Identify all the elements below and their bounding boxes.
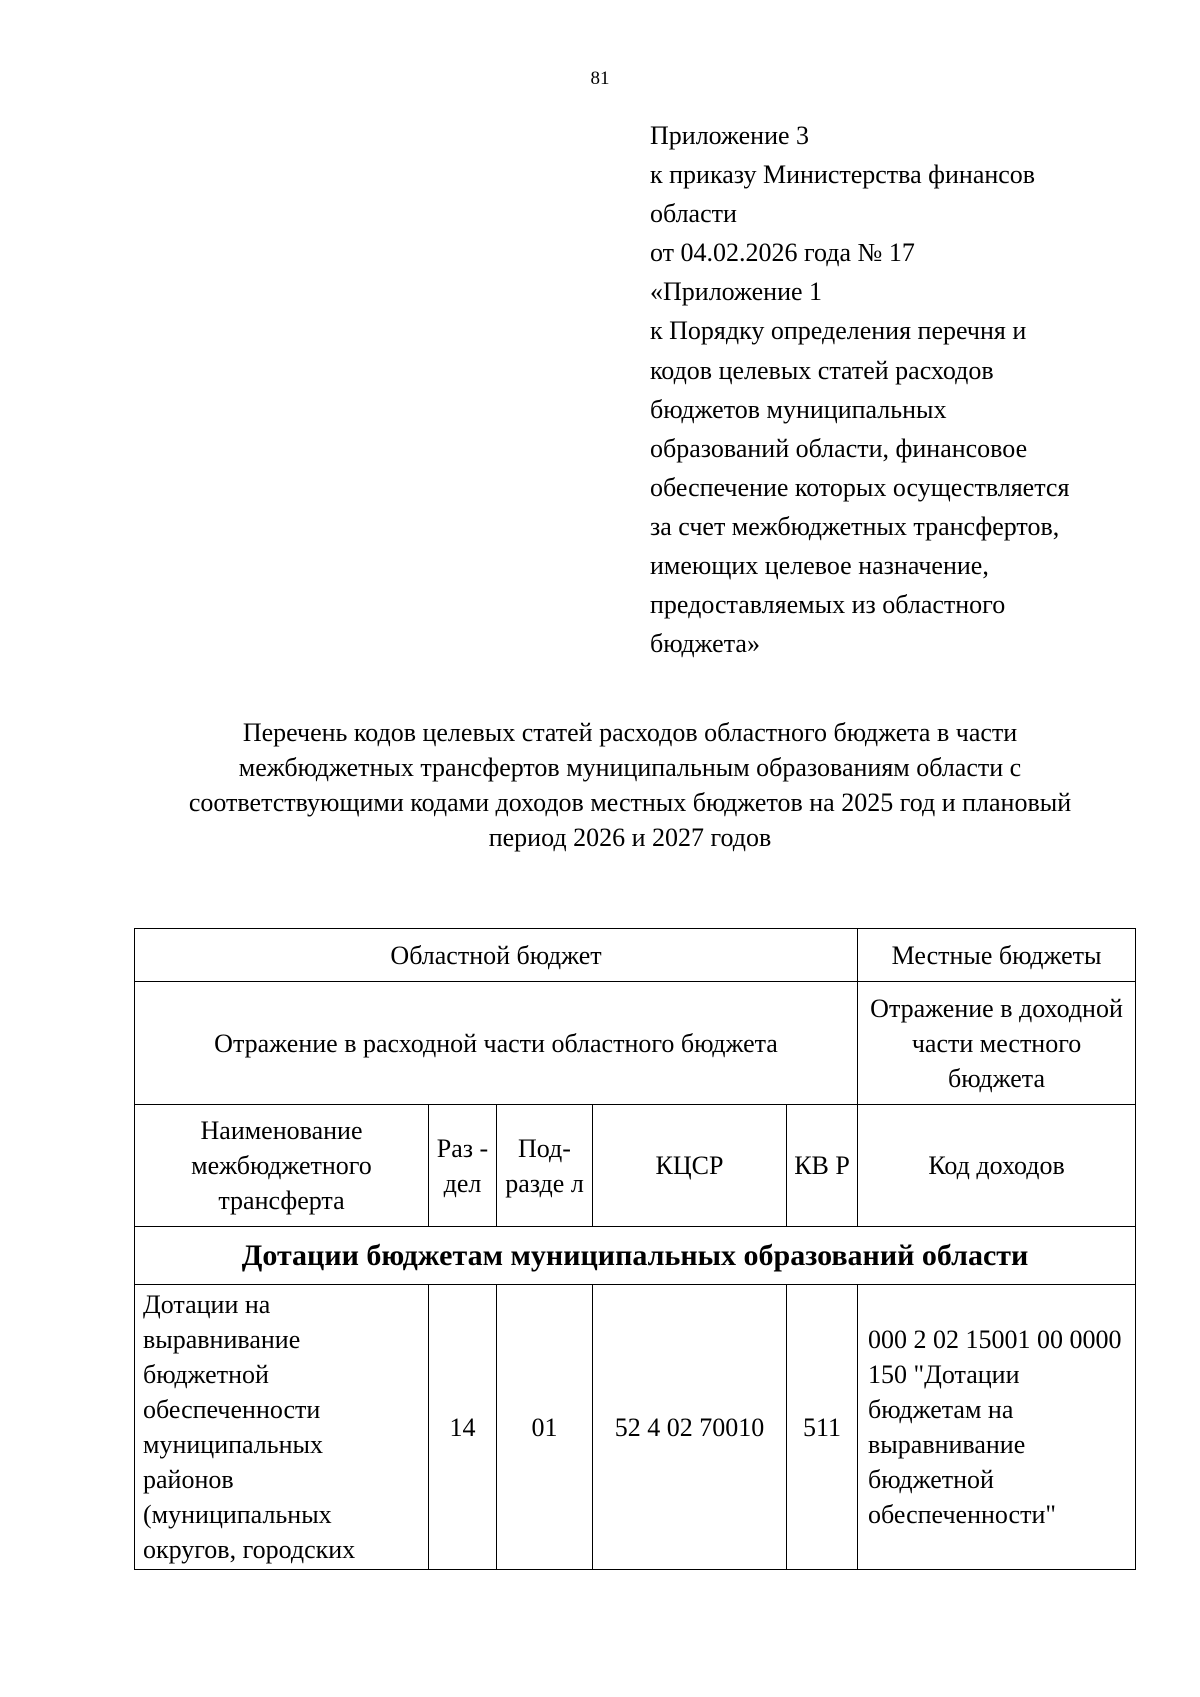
title-line: соответствующими кодами доходов местных бюджетов на 2025 год и плановый xyxy=(188,788,1072,817)
appendix-line: Приложение 3 xyxy=(650,121,810,150)
section-row xyxy=(135,1227,1136,1285)
subheader-income: Отражение в доходной части местного бюджета xyxy=(858,982,1136,1105)
appendix-line: за счет межбюджетных трансфертов, xyxy=(650,511,1060,541)
appendix-line: образований области, финансовое xyxy=(650,433,1028,463)
appendix-line: к приказу Министерства финансов xyxy=(650,160,1036,190)
title-line: период 2026 и 2027 годов xyxy=(488,823,772,852)
subheader-row xyxy=(135,982,1136,1105)
appendix-line: от 04.02.2026 года № 17 xyxy=(650,238,915,268)
col-kcsr: КЦСР xyxy=(593,1105,787,1227)
appendix-line: к Порядку определения перечня и xyxy=(650,316,1027,346)
income-code-cell: 000 2 02 15001 00 0000 150 "Дотации бюджетам на выравнивание бюджетной обеспеченности" xyxy=(858,1285,1136,1570)
transfer-name-cell: Дотации на выравнивание бюджетной обеспеченности муниципальных районов (муниципальных округов, городских xyxy=(135,1285,429,1570)
title-line: Перечень кодов целевых статей расходов областного бюджета в части xyxy=(242,718,1018,747)
appendix-reference xyxy=(650,116,1170,663)
header-row xyxy=(135,929,1136,982)
subheader-expenditure: Отражение в расходной части областного бюджета xyxy=(135,982,858,1105)
header-regional-budget: Областной бюджет xyxy=(135,929,858,982)
appendix-line: «Приложение 1 xyxy=(650,277,823,307)
appendix-line: имеющих целевое назначение, xyxy=(650,551,989,581)
col-razdel: Раз - дел xyxy=(429,1105,497,1227)
appendix-line: бюджетов муниципальных xyxy=(650,394,947,424)
kvr-cell: 511 xyxy=(787,1285,858,1570)
appendix-line: бюджета» xyxy=(650,629,760,659)
appendix-line: обеспечение которых осуществляется xyxy=(650,472,1070,502)
document-title xyxy=(110,715,1150,855)
page-number: 81 xyxy=(590,68,610,89)
razdel-cell: 14 xyxy=(429,1285,497,1570)
codes-table xyxy=(134,928,1136,1570)
header-local-budgets: Местные бюджеты xyxy=(858,929,1136,982)
column-header-row xyxy=(135,1105,1136,1227)
appendix-line: предоставляемых из областного xyxy=(650,590,1006,620)
kcsr-cell: 52 4 02 70010 xyxy=(593,1285,787,1570)
col-income-code: Код доходов xyxy=(858,1105,1136,1227)
col-podrazdel: Под- разде л xyxy=(497,1105,593,1227)
table-row xyxy=(135,1285,1136,1570)
podrazdel-cell: 01 xyxy=(497,1285,593,1570)
section-heading: Дотации бюджетам муниципальных образований области xyxy=(135,1227,1136,1285)
title-line: межбюджетных трансфертов муниципальным образованиям области с xyxy=(238,753,1022,782)
appendix-line: кодов целевых статей расходов xyxy=(650,355,994,385)
appendix-line: области xyxy=(650,199,737,229)
col-transfer-name: Наименование межбюджетного трансферта xyxy=(135,1105,429,1227)
col-kvr: КВ Р xyxy=(787,1105,858,1227)
